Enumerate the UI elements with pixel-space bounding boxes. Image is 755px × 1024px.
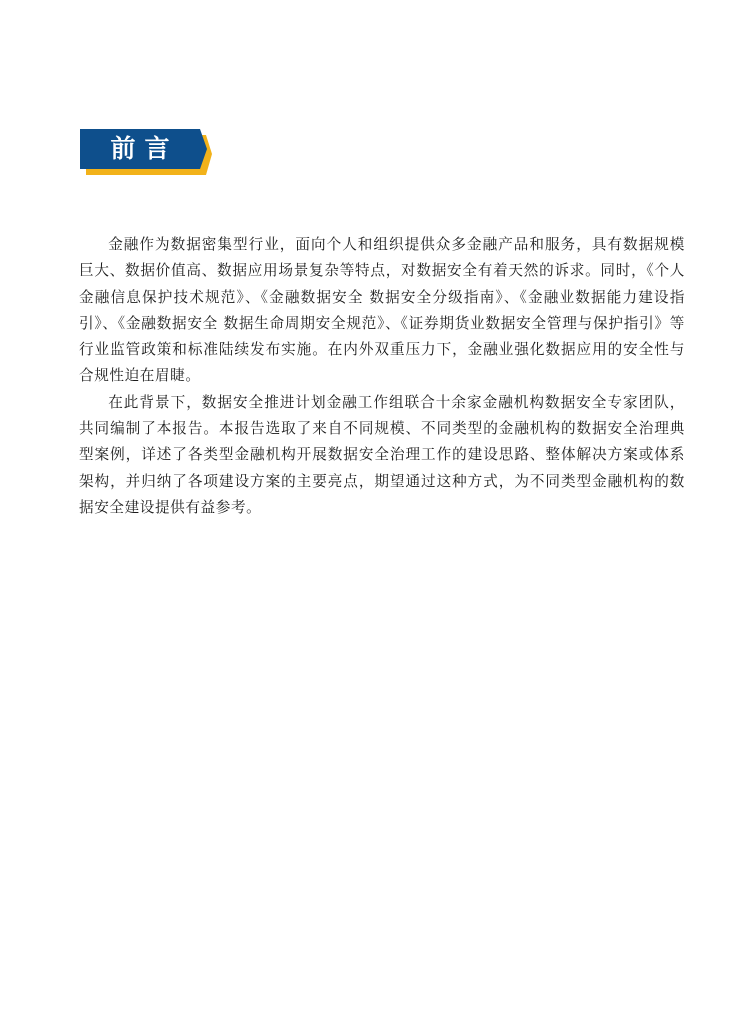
section-heading bbox=[80, 129, 212, 175]
page-title: 前言 bbox=[110, 134, 179, 163]
paragraph-2: 在此背景下，数据安全推进计划金融工作组联合十余家金融机构数据安全专家团队，共同编制了本报告。本报告选取了来自不同规模、不同类型的金融机构的数据安全治理典型案例，详述了各类型金融机构开展数据安全治理工作的建设思路、整体解决方案或体系架构，并归纳了各项建设方案的主要亮点，期望通过这种方式，为不同类型金融机构的数据安全建设提供有益参考。 bbox=[79, 393, 685, 516]
paragraph-1: 金融作为数据密集型行业，面向个人和组织提供众多金融产品和服务，具有数据规模巨大、数据价值高、数据应用场景复杂等特点，对数据安全有着天然的诉求。同时，《个人金融信息保护技术规范》、《金融数据安全 数据安全分级指南》、《金融业数据能力建设指引》、《金融数据安全 数据生命周期安全规范》、《证券期货业数据安全管理与保护指引》等行业监管政策和标准陆续发布实施。在内外双重压力下，金融业强化数据应用的安全性与合规性迫在眉睫。 bbox=[79, 236, 685, 385]
preface-body bbox=[79, 232, 685, 521]
